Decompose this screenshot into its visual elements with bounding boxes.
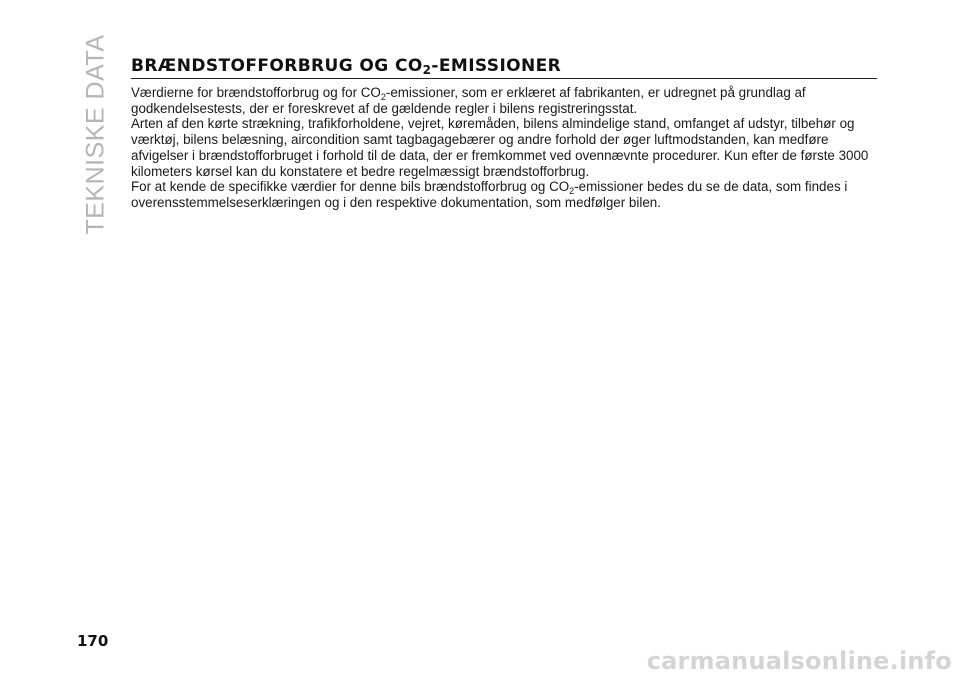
paragraph-1-text: Værdierne for brændstofforbrug og for CO: [131, 85, 381, 100]
paragraph-1-text-cont: -emissioner, som er erklæret af fabrikanten, er udregnet på grundlag af godkendelsestests, der er foreskrevet af de gældende regler i bilens registreringsstat.: [131, 85, 806, 116]
paragraph-3: [131, 179, 877, 210]
section-side-tab-label: TEKNISKE DATA: [81, 34, 110, 235]
section-heading-subscript: 2: [422, 63, 432, 77]
section-heading: [131, 56, 877, 79]
page-number: 170: [77, 632, 109, 650]
paragraph-3-text-cont: -emissioner bedes du se de data, som findes i overensstemmelseserklæringen og i den respektive dokumentation, som medfølger bilen.: [131, 179, 848, 210]
section-heading-suffix: -EMISSIONER: [431, 56, 562, 76]
section-side-tab: [80, 34, 112, 235]
paragraph-1: [131, 85, 877, 116]
paragraph-1-subscript: 2: [380, 92, 386, 102]
watermark: carmanualsonline.info: [646, 647, 952, 675]
page-content: [131, 56, 877, 211]
paragraph-3-subscript: 2: [569, 186, 575, 197]
section-heading-text: BRÆNDSTOFFORBRUG OG CO: [131, 56, 423, 76]
paragraph-2: Arten af den kørte strækning, trafikforholdene, vejret, køremåden, bilens almindelige stand, omfanget af udstyr, tilbehør og værktøj, bilens belæsning, aircondition samt tagbagagebærer og andre forhold der øger luftmodstanden, kan medføre afvigelser i brændstofforbruget i forhold til de data, der er fremkommet ved ovennævnte procedurer. Kun efter de første 3000 kilometers kørsel kan du konstatere et bedre regelmæssigt brændstofforbrug.: [131, 116, 869, 179]
paragraph-3-text: For at kende de specifikke værdier for denne bils brændstofforbrug og CO: [131, 179, 570, 195]
